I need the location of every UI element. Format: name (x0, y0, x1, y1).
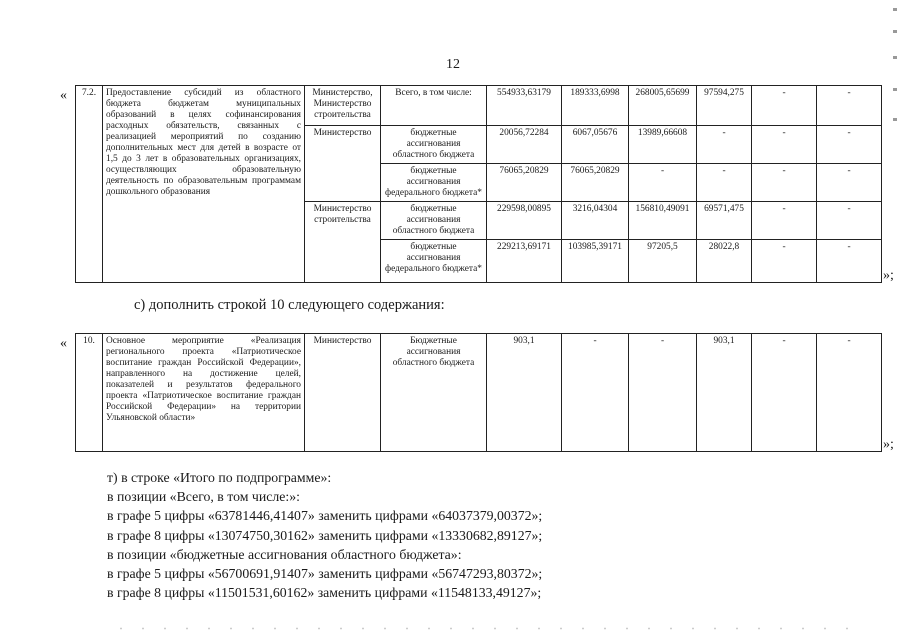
funding-source-cell: бюджетные ассигнования областного бюджета (381, 202, 487, 240)
row-number: 7.2. (76, 86, 103, 283)
row-number: 10. (76, 334, 103, 452)
table-row: бюджетные ассигнования федерального бюджета* 229213,69171 103985,39171 97205,5 28022,8 - - (76, 240, 882, 283)
scan-edge-marks (893, 8, 899, 128)
funding-source-cell: Бюджетные ассигнования областного бюджета (381, 334, 487, 452)
funding-source-cell: Всего, в том числе: (381, 86, 487, 126)
text-line: в графе 8 цифры «13074750,30162» заменить цифрами «13330682,89127»; (107, 527, 543, 543)
open-quote-2: « (60, 336, 67, 351)
close-quote-2: »; (883, 437, 894, 452)
measure-description: Предоставление субсидий из областного бюджета бюджетам муниципальных образований в целях софинансирования расходных обязательств, связанных с реализацией мероприятий по созданию дополнительных мест для детей в возрасте от 1,5 до 3 лет в образовательных организациях, осуществляющих образовательную деятельность по образовательным программам дошкольного образования (103, 86, 305, 283)
funding-source-cell: бюджетные ассигнования областного бюджета (381, 126, 487, 164)
executor-cell: Министерство, Министерство строительства (305, 86, 381, 126)
text-line: в позиции «Всего, в том числе:»: (107, 489, 300, 505)
text-line: т) в строке «Итого по подпрограмме»: (107, 470, 332, 485)
open-quote-1: « (60, 88, 67, 103)
executor-cell: Министерство (305, 334, 381, 452)
measure-description: Основное мероприятие «Реализация регионального проекта «Патриотическое воспитание граждан Российской Федерации», направленного на достижение целей, показателей и результатов федерального проекта «Патриотическое воспитание граждан Российской Федерации» на территории Ульяновской области» (103, 334, 305, 452)
text-line: в графе 5 цифры «63781446,41407» заменить цифрами «64037379,00372»; (107, 508, 543, 524)
text-line: в графе 5 цифры «56700691,91407» заменить цифрами «56747293,80372»; (107, 566, 543, 582)
page-number: 12 (446, 57, 460, 72)
table-row: Министерство бюджетные ассигнования областного бюджета 20056,72284 6067,05676 13989,66608 - - - (76, 126, 882, 164)
table-row: 7.2. Предоставление субсидий из областного бюджета бюджетам муниципальных образований в целях софинансирования расходных обязательств, связанных с реализацией мероприятий по созданию дополнительных мест для детей в возрасте от 1,5 до 3 лет в образовательных организациях, осуществляющих образовательную деятельность по образовательным программам дошкольного образования Министерство, Министерство строительства Всего, в том числе: 554933,63179 189333,6998 268005,65699 97594,275 - - (76, 86, 882, 126)
amendment-text (107, 468, 542, 602)
table-row: 10. Основное мероприятие «Реализация регионального проекта «Патриотическое воспитание граждан Российской Федерации», направленного на достижение целей, показателей и результатов федерального проекта «Патриотическое воспитание граждан Российской Федерации» на территории Ульяновской области» Министерство Бюджетные ассигнования областного бюджета 903,1 - - 903,1 - - (76, 334, 882, 452)
executor-cell: Министерство (305, 126, 381, 202)
close-quote-1: »; (883, 268, 894, 283)
section-c-heading: с) дополнить строкой 10 следующего содержания: (134, 297, 445, 313)
measure-10-table (75, 333, 882, 452)
subsidy-table (75, 85, 882, 283)
funding-source-cell: бюджетные ассигнования федерального бюджета* (381, 164, 487, 202)
text-line: в позиции «бюджетные ассигнования областного бюджета»: (107, 546, 462, 562)
executor-cell: Министерство строительства (305, 202, 381, 283)
text-line: в графе 8 цифры «11501531,60162» заменить цифрами «11548133,49127»; (107, 585, 542, 601)
table-row: бюджетные ассигнования федерального бюджета* 76065,20829 76065,20829 - - - - (76, 164, 882, 202)
next-line-fragment (110, 627, 850, 630)
funding-source-cell: бюджетные ассигнования федерального бюджета* (381, 240, 487, 283)
table-row: Министерство строительства бюджетные ассигнования областного бюджета 229598,00895 3216,04304 156810,49091 69571,475 - - (76, 202, 882, 240)
